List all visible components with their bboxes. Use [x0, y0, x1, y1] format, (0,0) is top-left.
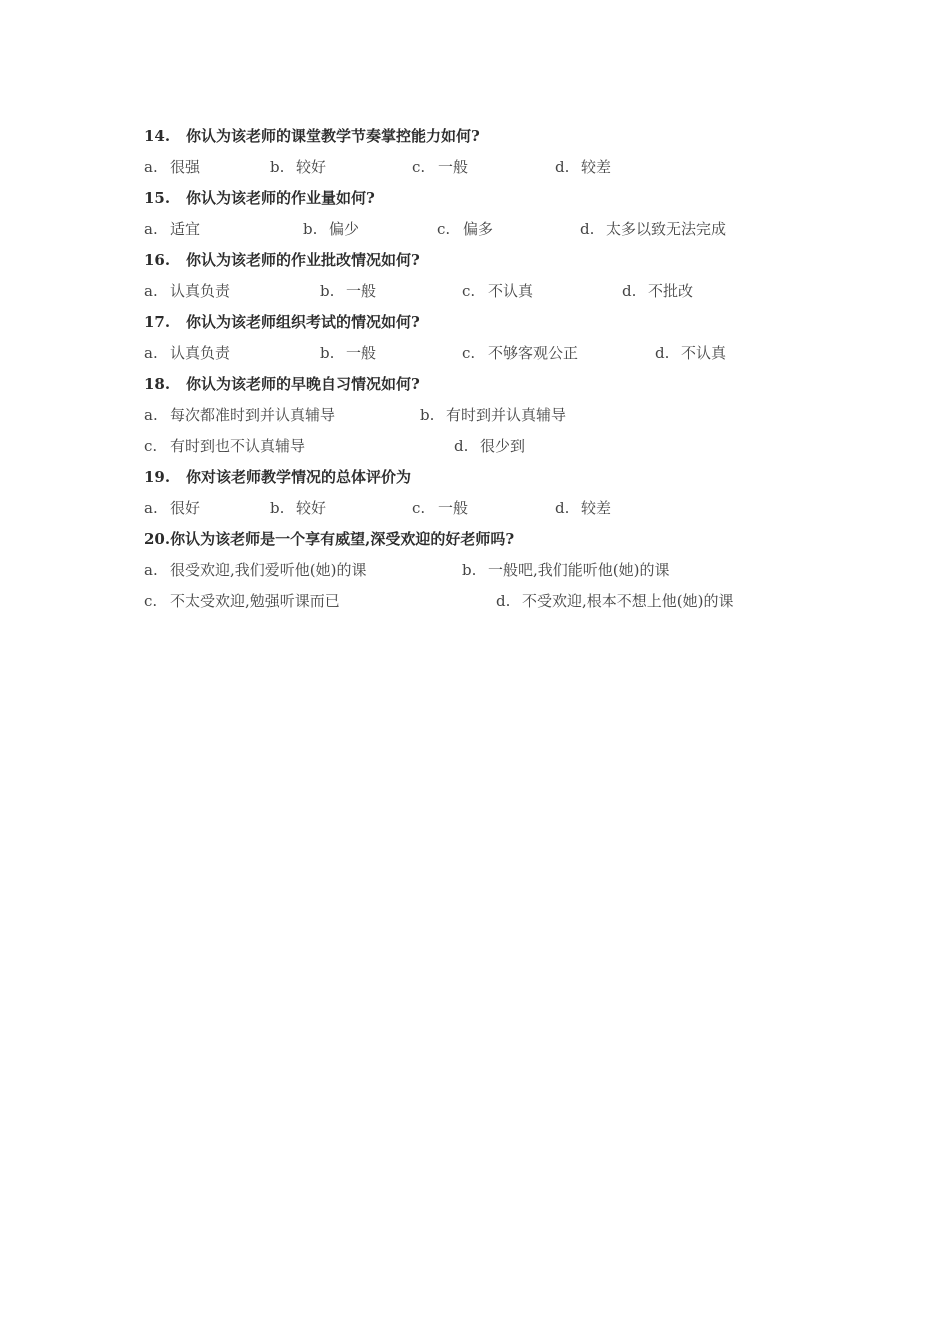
option-a: a. 适宜 [144, 220, 201, 238]
option-d: d. 不批改 [622, 282, 694, 300]
question-text: 你认为该老师的课堂教学节奏掌控能力如何? [186, 127, 480, 145]
question-number: 20. [144, 530, 171, 548]
option-b: b. 有时到并认真辅导 [420, 406, 567, 424]
question-number: 17. [144, 313, 171, 331]
question-text: 你认为该老师组织考试的情况如何? [186, 313, 420, 331]
question-20 [144, 527, 514, 551]
option-b: b. 较好 [270, 499, 327, 517]
option-b: b. 一般吧,我们能听他(她)的课 [462, 561, 670, 579]
question-text: 你认为该老师的作业量如何? [186, 189, 375, 207]
option-d: d. 较差 [555, 499, 612, 517]
option-b: b. 一般 [320, 282, 377, 300]
question-text: 你认为该老师是一个享有威望,深受欢迎的好老师吗? [170, 530, 515, 548]
option-c: c. 一般 [412, 158, 469, 176]
question-text: 你认为该老师的早晚自习情况如何? [186, 375, 420, 393]
option-a: a. 认真负责 [144, 344, 231, 362]
option-c: c. 一般 [412, 499, 469, 517]
option-b: b. 一般 [320, 344, 377, 362]
option-a: a. 很好 [144, 499, 201, 517]
option-c: c. 不够客观公正 [462, 344, 579, 362]
question-number: 15. [144, 189, 171, 207]
option-b: b. 较好 [270, 158, 327, 176]
option-a: a. 很强 [144, 158, 201, 176]
question-number: 18. [144, 375, 171, 393]
question-number: 16. [144, 251, 171, 269]
option-b: b. 偏少 [303, 220, 360, 238]
option-c: c. 不认真 [462, 282, 534, 300]
option-c: c. 偏多 [437, 220, 494, 238]
option-d: d. 不受欢迎,根本不想上他(她)的课 [496, 592, 734, 610]
option-d: d. 不认真 [655, 344, 727, 362]
question-number: 19. [144, 468, 171, 486]
question-number: 14. [144, 127, 171, 145]
question-text: 你对该老师教学情况的总体评价为 [186, 468, 412, 486]
option-a: a. 每次都准时到并认真辅导 [144, 406, 336, 424]
option-d: d. 太多以致无法完成 [580, 220, 727, 238]
question-text: 你认为该老师的作业批改情况如何? [186, 251, 420, 269]
option-d: d. 较差 [555, 158, 612, 176]
option-a: a. 很受欢迎,我们爱听他(她)的课 [144, 561, 367, 579]
option-a: a. 认真负责 [144, 282, 231, 300]
option-c: c. 有时到也不认真辅导 [144, 437, 306, 455]
option-d: d. 很少到 [454, 437, 526, 455]
option-c: c. 不太受欢迎,勉强听课而已 [144, 592, 340, 610]
